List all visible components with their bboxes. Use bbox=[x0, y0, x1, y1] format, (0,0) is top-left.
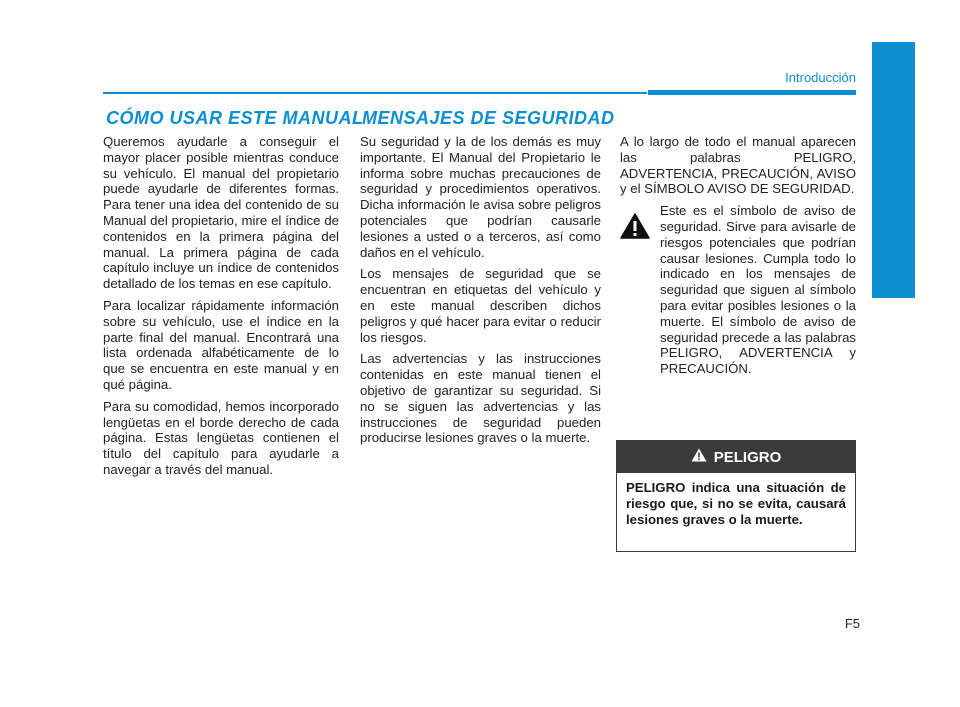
page-number: F5 bbox=[844, 616, 860, 631]
paragraph: Para su comodidad, hemos incorporado lengüetas en el borde derecho de cada página. Estas lengüetas contienen el título del capítulo para ayudarle a navegar a través del manual. bbox=[103, 398, 339, 477]
warning-triangle-icon bbox=[620, 203, 660, 383]
paragraph: Queremos ayudarle a conseguir el mayor placer posible mientras conduce su vehículo. El manual del propietario puede ayudarle de diferentes formas. Para tener una idea del contenido de su Manual del propietario, mire el índice de contenidos en la primera página del manual. La primera página de cada capítulo incluye un índice de contenidos detallado de los temas en ese capítulo. bbox=[103, 134, 339, 292]
header-rule-thick bbox=[648, 90, 856, 95]
heading-mensajes-seguridad: MENSAJES DE SEGURIDAD bbox=[362, 108, 615, 128]
note-text: Este es el símbolo de aviso de seguridad. Sirve para avisarle de riesgos potenciales que podrían causar lesiones. Cumpla todo lo indicado en los mensajes de seguridad que siguen al símbolo para evitar posibles lesiones o la muerte. El símbolo de aviso de seguridad precede a las palabras PELIGRO, ADVERTENCIA y PRECAUCIÓN. bbox=[660, 203, 856, 377]
column-2 bbox=[360, 134, 601, 452]
danger-box bbox=[616, 440, 856, 552]
safety-symbol-note bbox=[620, 203, 856, 383]
side-tab-bar bbox=[872, 42, 915, 298]
heading-como-usar: CÓMO USAR ESTE MANUAL bbox=[106, 108, 364, 128]
header-rule-thin bbox=[103, 92, 647, 94]
paragraph: Su seguridad y la de los demás es muy importante. El Manual del Propietario le informa sobre muchas precauciones de seguridad y procedimientos operativos. Dicha información le avisa sobre peligros potenciales que podrían causarle lesiones a usted o a terceros, así como daños en el vehículo. bbox=[360, 134, 601, 260]
section-title: Introducción bbox=[785, 70, 856, 85]
paragraph: Para localizar rápidamente información sobre su vehículo, use el índice en la parte final del manual. Encontrará una lista ordenada alfabéticamente de lo que se encuentra en este manual y en qué página. bbox=[103, 297, 339, 392]
paragraph: Las advertencias y las instrucciones contenidas en este manual tienen el objetivo de garantizar su seguridad. Si no se siguen las advertencias y las instrucciones de seguridad pueden producirse lesiones graves o la muerte. bbox=[360, 351, 601, 446]
paragraph: A lo largo de todo el manual aparecen las palabras PELIGRO, ADVERTENCIA, PRECAUCIÓN, AVISO y el SÍMBOLO AVISO DE SEGURIDAD. bbox=[620, 134, 856, 197]
danger-header bbox=[617, 441, 855, 473]
column-3 bbox=[620, 134, 856, 383]
column-1 bbox=[103, 134, 339, 484]
warning-triangle-icon bbox=[691, 448, 707, 466]
paragraph: Los mensajes de seguridad que se encuentran en etiquetas del vehículo y en este manual describen dichos peligros y qué hacer para evitar o reducir los riesgos. bbox=[360, 266, 601, 345]
danger-label: PELIGRO bbox=[713, 448, 782, 466]
danger-text: PELIGRO indica una situación de riesgo que, si no se evita, causará lesiones graves o la muerte. bbox=[626, 480, 846, 527]
